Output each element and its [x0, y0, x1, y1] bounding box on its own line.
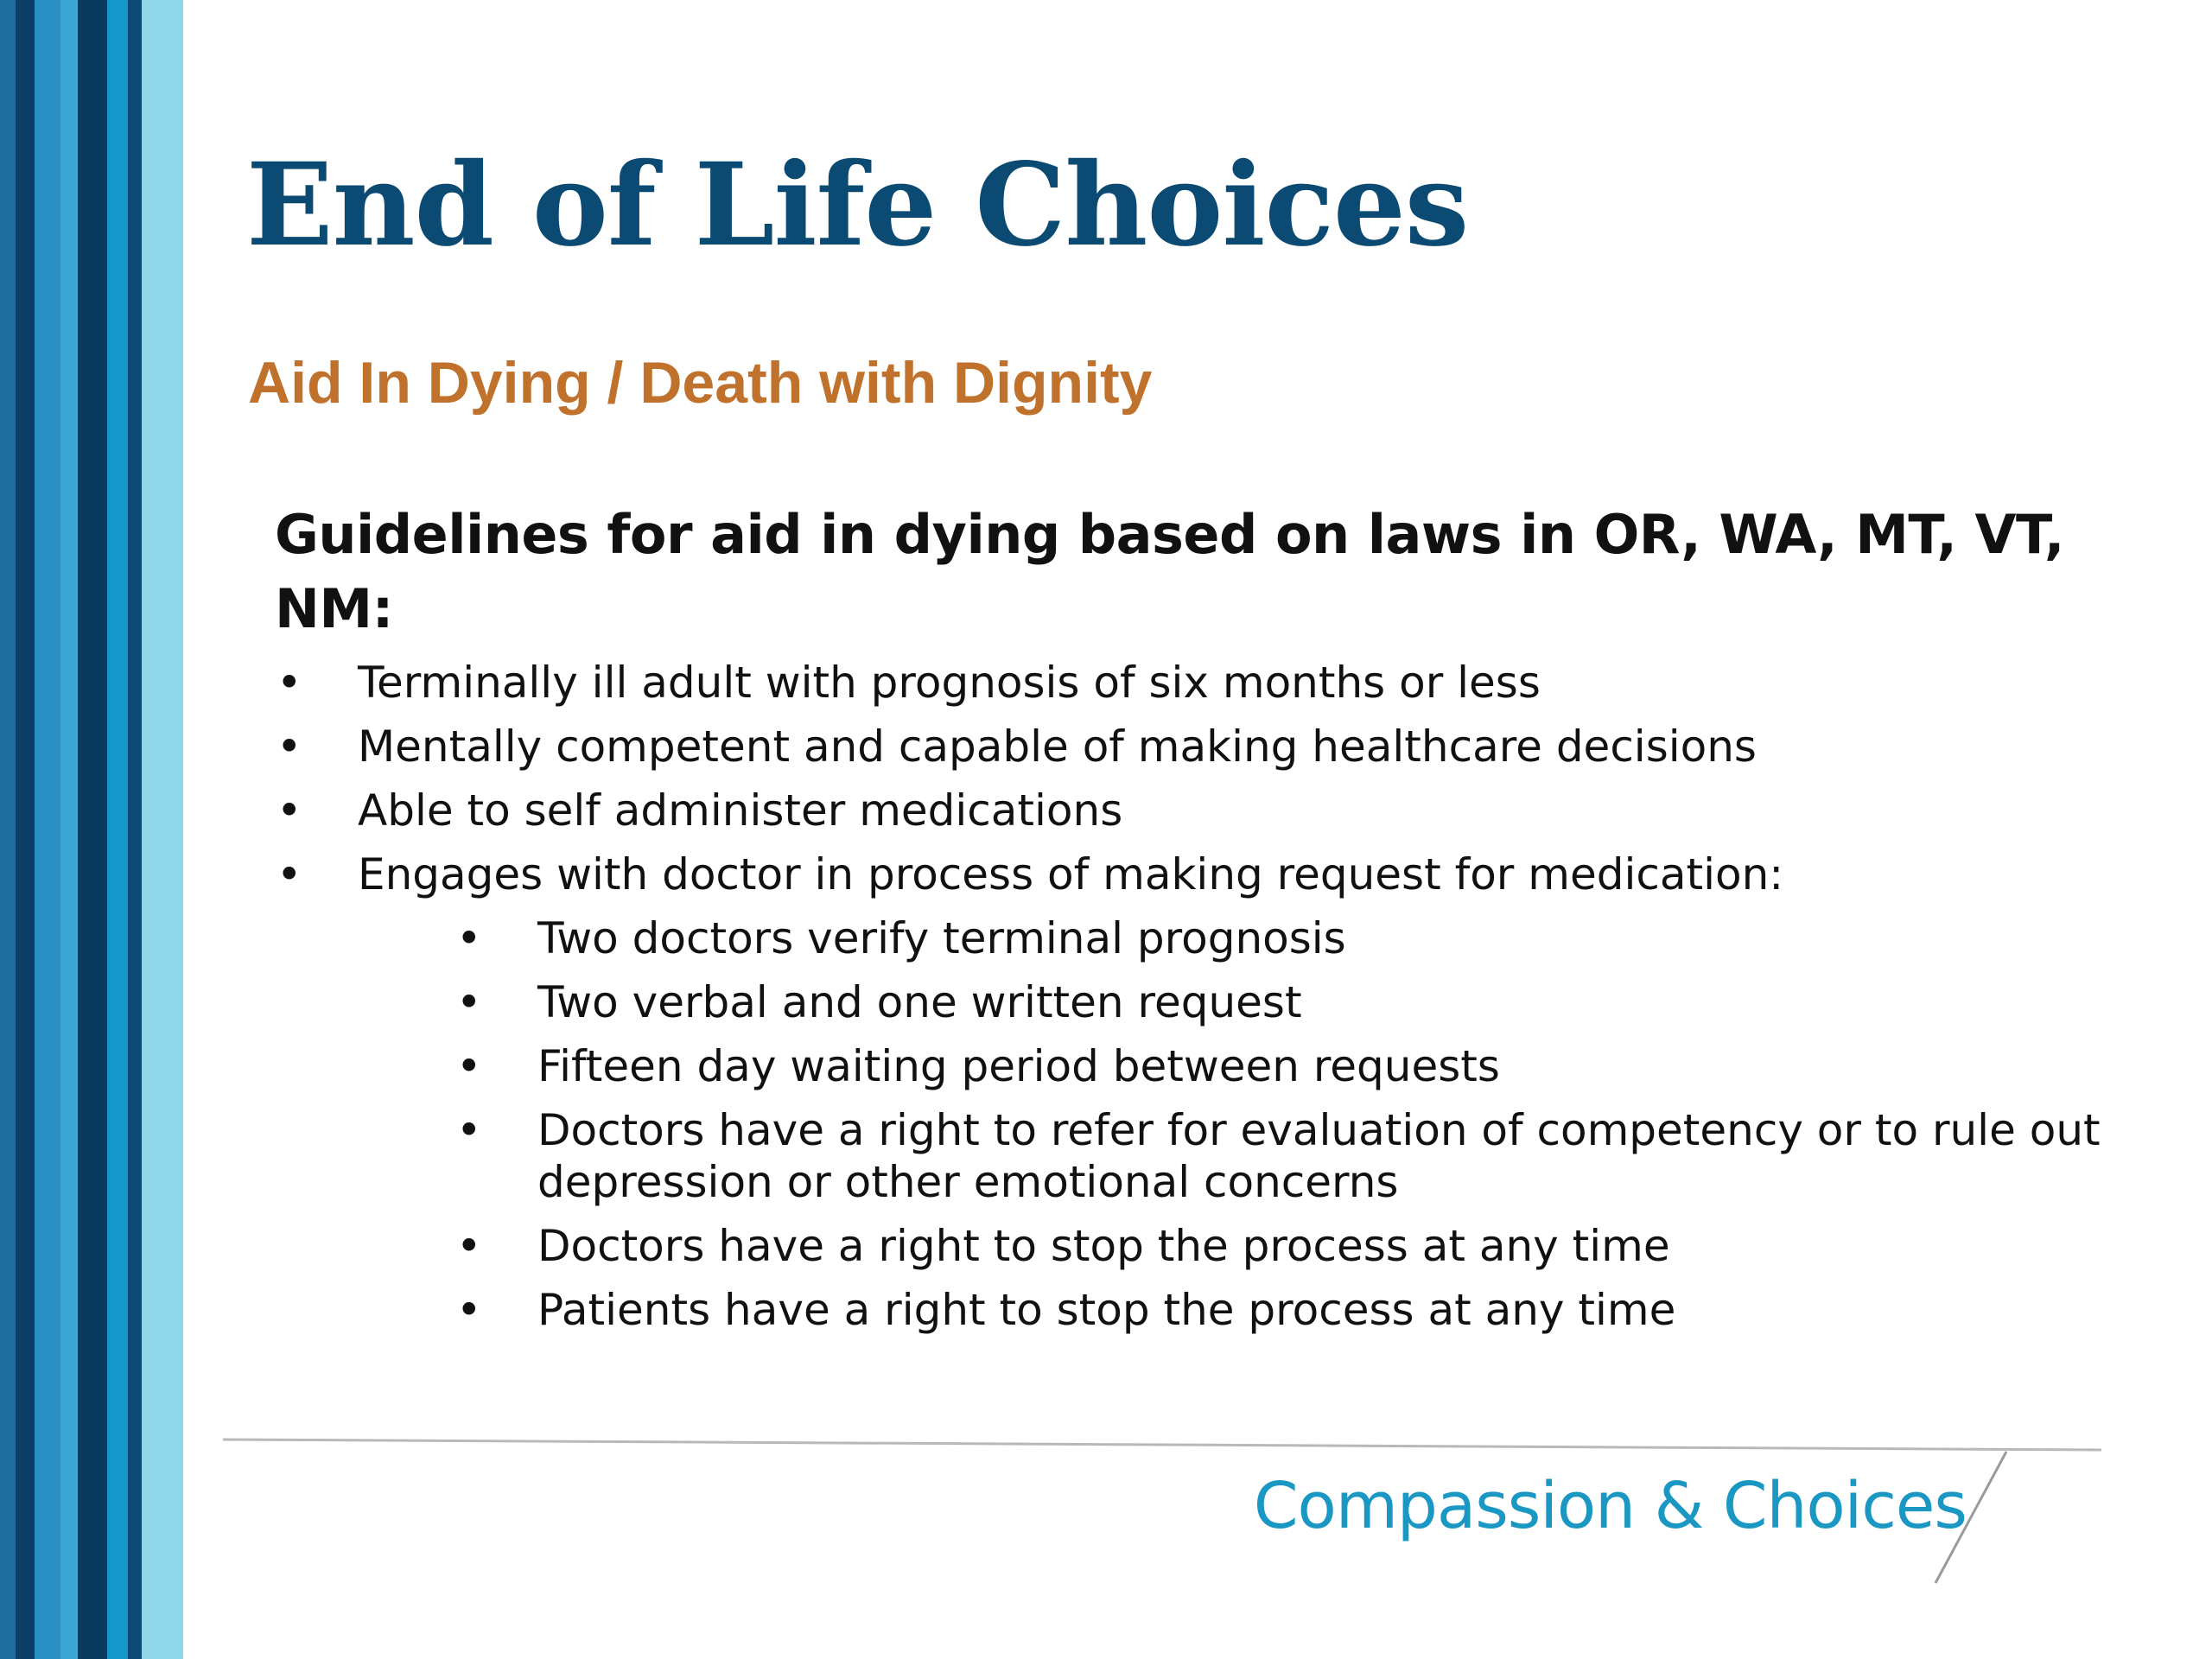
bullet-icon: •	[456, 1041, 482, 1091]
list-item-text: Doctors have a right to stop the process at any time	[537, 1221, 1670, 1271]
footer-rule	[223, 1440, 2101, 1450]
bullet-icon: •	[456, 1285, 482, 1335]
bullet-icon: •	[276, 721, 302, 772]
list-item-text: Patients have a right to stop the process at any time	[537, 1285, 1676, 1335]
bullet-icon: •	[456, 913, 482, 963]
slide-subtitle: Aid In Dying / Death with Dignity	[248, 350, 1153, 416]
slide-title: End of Life Choices	[246, 138, 1469, 272]
guidelines-heading: Guidelines for aid in dying based on laws in OR, WA, MT, VT, NM:	[275, 503, 2064, 640]
list-item-text: Fifteen day waiting period between requests	[537, 1041, 1500, 1091]
brand-logo-text: Compassion & Choices	[1253, 1469, 1967, 1543]
bullet-icon: •	[456, 977, 482, 1027]
bullet-icon: •	[456, 1221, 482, 1271]
bullet-icon: •	[276, 785, 302, 836]
bullet-icon: •	[276, 849, 302, 899]
list-item-text: Doctors have a right to refer for evaluation of competency or to rule out depression or other emotional concerns	[537, 1105, 2101, 1207]
list-item-text: Terminally ill adult with prognosis of six months or less	[358, 658, 1541, 708]
list-item-text: Two doctors verify terminal prognosis	[537, 913, 1346, 963]
bullet-icon: •	[276, 658, 302, 708]
list-item-text: Two verbal and one written request	[537, 977, 1302, 1027]
list-item-text: Engages with doctor in process of making request for medication:	[358, 849, 1784, 899]
bullet-icon: •	[456, 1105, 482, 1155]
list-item-text: Mentally competent and capable of making healthcare decisions	[358, 721, 1757, 772]
list-item-text: Able to self administer medications	[358, 785, 1123, 836]
